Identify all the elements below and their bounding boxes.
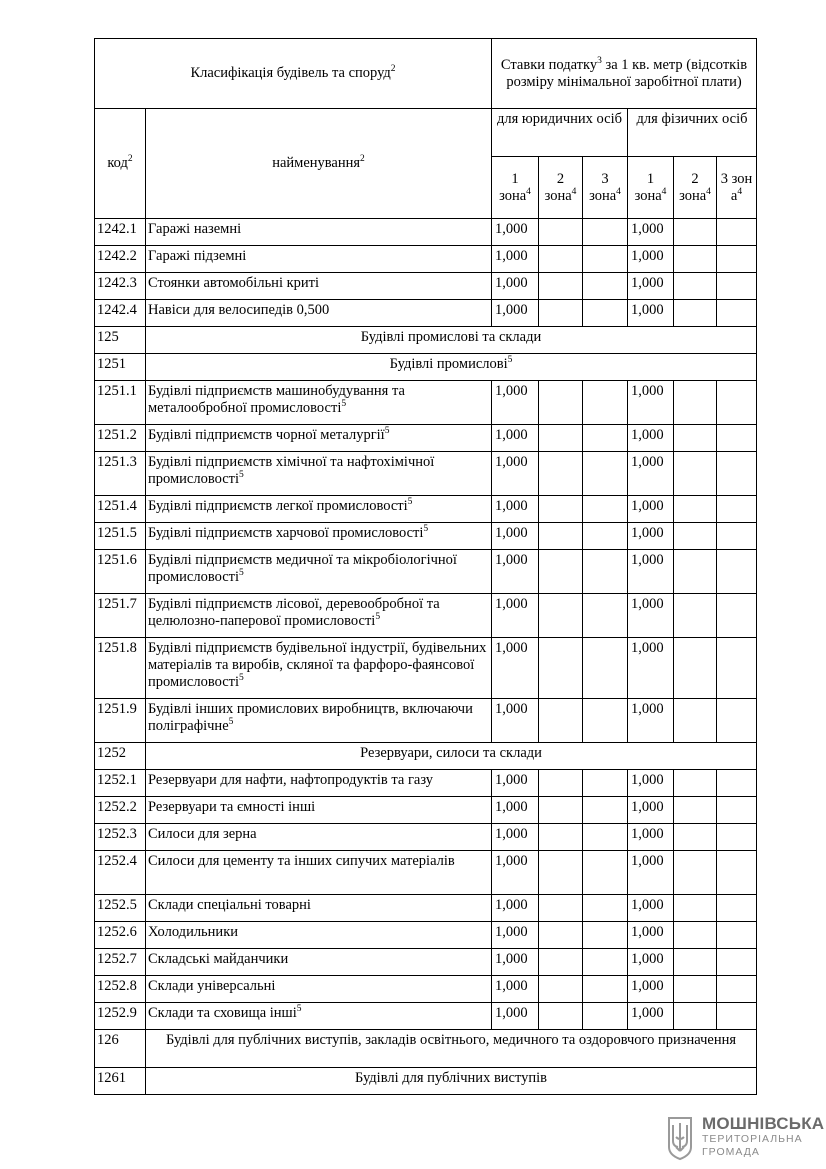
row-name — [146, 300, 492, 327]
legal-zone-1-value: 1,000 — [492, 425, 539, 452]
legal-zone-2-value — [539, 381, 583, 425]
legal-zone-3-value — [583, 851, 628, 895]
footnote-mark: 5 — [341, 399, 347, 410]
individual-zone-2-value — [674, 851, 717, 895]
row-name-text: Будівлі для публічних виступів, закладів освітнього, медичного та оздоровчого призначення — [165, 1032, 737, 1048]
section-title — [146, 327, 757, 354]
individual-zone-1-value: 1,000 — [628, 273, 674, 300]
individual-zone-2-value — [674, 922, 717, 949]
table-row — [95, 550, 757, 594]
row-name-text: Будівлі підприємств машинобудування та металообробної промисловості — [148, 383, 405, 416]
individual-zone-3-value — [717, 246, 757, 273]
legal-zone-1-value: 1,000 — [492, 770, 539, 797]
row-name-text: Складські майданчики — [148, 951, 289, 967]
row-name-text: Будівлі промислові — [389, 356, 508, 372]
row-name — [146, 797, 492, 824]
classification-header: Класифікація будівель та споруд$^2$ — [95, 39, 492, 109]
individual-zone-2-value — [674, 273, 717, 300]
row-name-text: Гаражі підземні — [148, 248, 247, 264]
row-name — [146, 452, 492, 496]
row-name — [146, 273, 492, 300]
row-code: 1251.8 — [95, 638, 146, 699]
individual-zone-2-value — [674, 895, 717, 922]
individual-zone-3-value — [717, 1003, 757, 1030]
row-name-text: Холодильники — [148, 924, 238, 940]
community-logo — [666, 1112, 825, 1164]
footnote-mark: 5 — [423, 524, 429, 535]
row-name — [146, 594, 492, 638]
row-name — [146, 523, 492, 550]
individual-zone-1-value: 1,000 — [628, 922, 674, 949]
individual-zone-2-value — [674, 550, 717, 594]
row-name — [146, 638, 492, 699]
legal-zone-2-value — [539, 770, 583, 797]
legal-zone-1-value: 1,000 — [492, 273, 539, 300]
legal-zone-3-value — [583, 976, 628, 1003]
row-code: 1252 — [95, 743, 146, 770]
legal-entities-header: для юридичних осіб — [492, 109, 628, 157]
individual-zone-2-value — [674, 824, 717, 851]
individual-zone-3-value — [717, 949, 757, 976]
individual-zone-2-value — [674, 594, 717, 638]
row-name — [146, 425, 492, 452]
row-name — [146, 922, 492, 949]
table-row — [95, 1003, 757, 1030]
footnote-mark: 5 — [507, 355, 513, 366]
header-row-top — [95, 39, 757, 109]
individual-zone-2-value — [674, 797, 717, 824]
row-name — [146, 496, 492, 523]
legal-zone-1-value: 1,000 — [492, 246, 539, 273]
table-row — [95, 770, 757, 797]
legal-zone-3-value — [583, 699, 628, 743]
legal-zone-3-value — [583, 824, 628, 851]
individual-zone-1-value: 1,000 — [628, 425, 674, 452]
legal-zone-2-value — [539, 797, 583, 824]
legal-zone-1-value: 1,000 — [492, 824, 539, 851]
legal-zone-1-value: 1,000 — [492, 219, 539, 246]
legal-zone-2-value — [539, 219, 583, 246]
individual-zone-2-value — [674, 381, 717, 425]
row-name-text: Стоянки автомобільні криті — [148, 275, 320, 291]
individual-zone-1-value: 1,000 — [628, 949, 674, 976]
row-code: 1251.4 — [95, 496, 146, 523]
row-name-text: Резервуари для нафти, нафтопродуктів та газу — [148, 772, 434, 788]
legal-zone-1-value: 1,000 — [492, 976, 539, 1003]
legal-zone-1-value: 1,000 — [492, 1003, 539, 1030]
row-name-text: Будівлі підприємств медичної та мікробіологічної промисловості — [148, 552, 457, 585]
legal-zone-1-value: 1,000 — [492, 550, 539, 594]
legal-zone-3-value — [583, 219, 628, 246]
row-code: 1252.1 — [95, 770, 146, 797]
table-row — [95, 824, 757, 851]
row-code: 1252.8 — [95, 976, 146, 1003]
header-row-groups — [95, 109, 757, 157]
row-name — [146, 699, 492, 743]
individual-zone-1-value: 1,000 — [628, 797, 674, 824]
legal-zone-1-value: 1,000 — [492, 949, 539, 976]
row-code: 1242.1 — [95, 219, 146, 246]
tax-rates-table — [94, 38, 757, 1095]
table-row — [95, 219, 757, 246]
legal-zone-3-value — [583, 452, 628, 496]
row-name-text: Будівлі для публічних виступів — [355, 1070, 548, 1086]
individual-zone-1-value: 1,000 — [628, 638, 674, 699]
table-row — [95, 949, 757, 976]
legal-zone-3-value — [583, 922, 628, 949]
legal-zone-1-value: 1,000 — [492, 381, 539, 425]
individual-zone-3-value — [717, 300, 757, 327]
logo-subtitle-2: ГРОМАДА — [702, 1146, 760, 1158]
individual-zone-3-value — [717, 851, 757, 895]
row-name-text: Силоси для цементу та інших сипучих матеріалів — [148, 853, 455, 869]
individual-zone-3-value — [717, 452, 757, 496]
individual-zone-3-value — [717, 922, 757, 949]
individual-zone-3-value — [717, 594, 757, 638]
row-code: 1251.7 — [95, 594, 146, 638]
individual-zone-2-value — [674, 976, 717, 1003]
table-row — [95, 452, 757, 496]
row-name-text: Будівлі підприємств лісової, деревообробної та целюлозно-паперової промисловості — [148, 596, 440, 629]
table-row — [95, 381, 757, 425]
legal-zone-2-header: 2 зона$^4$ — [539, 157, 583, 219]
row-code: 1252.4 — [95, 851, 146, 895]
row-name — [146, 895, 492, 922]
individual-zone-1-value: 1,000 — [628, 300, 674, 327]
table-row — [95, 699, 757, 743]
individual-zone-1-value: 1,000 — [628, 219, 674, 246]
row-name-text: Будівлі підприємств харчової промисловості — [148, 525, 424, 541]
legal-zone-2-value — [539, 550, 583, 594]
legal-zone-1-value: 1,000 — [492, 452, 539, 496]
footnote-mark: 5 — [239, 568, 244, 579]
row-code: 1251.3 — [95, 452, 146, 496]
table-row — [95, 895, 757, 922]
row-name — [146, 770, 492, 797]
row-name — [146, 824, 492, 851]
row-code: 1252.2 — [95, 797, 146, 824]
individual-zone-2-value — [674, 452, 717, 496]
row-name-text: Резервуари та ємності інші — [148, 799, 316, 815]
legal-zone-2-value — [539, 976, 583, 1003]
individual-zone-2-value — [674, 949, 717, 976]
legal-zone-1-header: 1 зона$^4$ — [492, 157, 539, 219]
footnote-mark: 5 — [296, 1004, 302, 1015]
legal-zone-3-value — [583, 246, 628, 273]
legal-zone-1-value: 1,000 — [492, 523, 539, 550]
legal-zone-2-value — [539, 246, 583, 273]
row-name-text: Склади спеціальні товарні — [148, 897, 311, 913]
footnote-mark: 5 — [239, 470, 244, 481]
table-row — [95, 496, 757, 523]
table-row — [95, 922, 757, 949]
individual-zone-1-value: 1,000 — [628, 381, 674, 425]
legal-zone-1-value: 1,000 — [492, 496, 539, 523]
footnote-mark: 5 — [228, 717, 234, 728]
legal-zone-3-value — [583, 523, 628, 550]
logo-subtitle-1: ТЕРИТОРІАЛЬНА — [702, 1133, 803, 1145]
footnote-mark: 5 — [407, 497, 413, 508]
row-code: 1251.6 — [95, 550, 146, 594]
row-code: 1261 — [95, 1068, 146, 1095]
legal-zone-1-value: 1,000 — [492, 851, 539, 895]
legal-zone-1-value: 1,000 — [492, 699, 539, 743]
individual-zone-1-value: 1,000 — [628, 851, 674, 895]
row-name-text: Резервуари, силоси та склади — [360, 745, 542, 761]
row-name-text: Будівлі підприємств легкої промисловості — [148, 498, 408, 514]
table-row — [95, 300, 757, 327]
legal-zone-3-value — [583, 797, 628, 824]
legal-zone-2-value — [539, 452, 583, 496]
individual-zone-3-value — [717, 425, 757, 452]
table-row — [95, 246, 757, 273]
row-code: 126 — [95, 1030, 146, 1068]
footnote-mark: 5 — [239, 673, 244, 684]
section-row — [95, 1068, 757, 1095]
table-row — [95, 797, 757, 824]
individual-zone-2-value — [674, 638, 717, 699]
footnote-mark: 5 — [384, 426, 390, 437]
individuals-header: для фізичних осіб — [628, 109, 757, 157]
individual-zone-1-value: 1,000 — [628, 594, 674, 638]
individual-zone-2-header: 2 зона$^4$ — [674, 157, 717, 219]
individual-zone-3-value — [717, 638, 757, 699]
table-row — [95, 425, 757, 452]
row-code: 1251 — [95, 354, 146, 381]
section-title — [146, 743, 757, 770]
section-row — [95, 1030, 757, 1068]
legal-zone-2-value — [539, 1003, 583, 1030]
legal-zone-2-value — [539, 922, 583, 949]
section-row — [95, 354, 757, 381]
individual-zone-1-value: 1,000 — [628, 523, 674, 550]
individual-zone-3-value — [717, 219, 757, 246]
row-code: 1252.5 — [95, 895, 146, 922]
individual-zone-1-value: 1,000 — [628, 770, 674, 797]
logo-title: МОШНІВСЬКА — [702, 1114, 825, 1133]
row-code: 1251.2 — [95, 425, 146, 452]
table-row — [95, 594, 757, 638]
legal-zone-2-value — [539, 638, 583, 699]
individual-zone-1-value: 1,000 — [628, 1003, 674, 1030]
legal-zone-3-value — [583, 496, 628, 523]
section-title — [146, 1068, 757, 1095]
legal-zone-2-value — [539, 824, 583, 851]
row-name — [146, 1003, 492, 1030]
individual-zone-3-value — [717, 770, 757, 797]
individual-zone-1-value: 1,000 — [628, 496, 674, 523]
row-name — [146, 550, 492, 594]
legal-zone-3-value — [583, 300, 628, 327]
row-name-text: Будівлі підприємств чорної металургії — [148, 427, 385, 443]
legal-zone-3-value — [583, 425, 628, 452]
row-name-text: Силоси для зерна — [148, 826, 257, 842]
row-name-text: Будівлі підприємств будівельної індустрії, будівельних матеріалів та виробів, скляної та фарфоро-фаянсової промисловості — [148, 640, 487, 690]
legal-zone-3-header: 3 зона$^4$ — [583, 157, 628, 219]
individual-zone-2-value — [674, 246, 717, 273]
table-row — [95, 523, 757, 550]
row-name — [146, 219, 492, 246]
individual-zone-3-value — [717, 699, 757, 743]
table-row — [95, 638, 757, 699]
row-name — [146, 851, 492, 895]
legal-zone-1-value: 1,000 — [492, 300, 539, 327]
row-name — [146, 246, 492, 273]
row-code: 1252.7 — [95, 949, 146, 976]
name-header: найменування$^2$ — [146, 109, 492, 219]
legal-zone-3-value — [583, 949, 628, 976]
legal-zone-2-value — [539, 699, 583, 743]
legal-zone-1-value: 1,000 — [492, 797, 539, 824]
section-row — [95, 327, 757, 354]
table-row — [95, 273, 757, 300]
individual-zone-1-value: 1,000 — [628, 452, 674, 496]
row-name-text: Навіси для велосипедів 0,500 — [148, 302, 330, 318]
row-name — [146, 949, 492, 976]
individual-zone-2-value — [674, 219, 717, 246]
row-code: 1252.9 — [95, 1003, 146, 1030]
individual-zone-2-value — [674, 300, 717, 327]
legal-zone-2-value — [539, 895, 583, 922]
row-code: 1251.9 — [95, 699, 146, 743]
footnote-mark: 5 — [375, 612, 381, 623]
individual-zone-1-value: 1,000 — [628, 699, 674, 743]
individual-zone-3-value — [717, 550, 757, 594]
table-row — [95, 851, 757, 895]
legal-zone-2-value — [539, 425, 583, 452]
table-body — [95, 219, 757, 1095]
individual-zone-1-value: 1,000 — [628, 976, 674, 1003]
individual-zone-3-value — [717, 824, 757, 851]
section-row — [95, 743, 757, 770]
individual-zone-3-value — [717, 976, 757, 1003]
row-name — [146, 976, 492, 1003]
individual-zone-3-header: 3 зон $а^4$ — [717, 157, 757, 219]
row-name-text: Будівлі промислові та склади — [360, 329, 542, 345]
individual-zone-3-value — [717, 523, 757, 550]
table-row — [95, 976, 757, 1003]
row-code: 1252.3 — [95, 824, 146, 851]
individual-zone-3-value — [717, 273, 757, 300]
legal-zone-1-value: 1,000 — [492, 638, 539, 699]
legal-zone-3-value — [583, 273, 628, 300]
individual-zone-1-value: 1,000 — [628, 895, 674, 922]
legal-zone-3-value — [583, 1003, 628, 1030]
individual-zone-2-value — [674, 496, 717, 523]
row-code: 1242.3 — [95, 273, 146, 300]
rates-header: Ставки податку$^3$ за 1 кв. метр (відсотків розміру мінімальної заробітної плати) — [492, 39, 757, 109]
legal-zone-2-value — [539, 594, 583, 638]
legal-zone-3-value — [583, 594, 628, 638]
legal-zone-2-value — [539, 300, 583, 327]
row-name-text: Склади та сховища інші — [148, 1005, 297, 1021]
legal-zone-2-value — [539, 523, 583, 550]
legal-zone-3-value — [583, 770, 628, 797]
legal-zone-3-value — [583, 895, 628, 922]
legal-zone-3-value — [583, 550, 628, 594]
legal-zone-2-value — [539, 851, 583, 895]
legal-zone-1-value: 1,000 — [492, 594, 539, 638]
row-name-text: Будівлі інших промислових виробництв, включаючи поліграфічне — [148, 701, 473, 734]
individual-zone-1-value: 1,000 — [628, 246, 674, 273]
individual-zone-2-value — [674, 770, 717, 797]
row-name-text: Будівлі підприємств хімічної та нафтохімічної промисловості — [148, 454, 435, 487]
row-code: 1242.2 — [95, 246, 146, 273]
individual-zone-1-value: 1,000 — [628, 550, 674, 594]
trident-icon — [666, 1115, 694, 1161]
code-header: код$^2$ — [95, 109, 146, 219]
section-title — [146, 1030, 757, 1068]
individual-zone-2-value — [674, 523, 717, 550]
row-name-text: Гаражі наземні — [148, 221, 242, 237]
individual-zone-3-value — [717, 496, 757, 523]
individual-zone-2-value — [674, 425, 717, 452]
row-code: 125 — [95, 327, 146, 354]
legal-zone-3-value — [583, 381, 628, 425]
individual-zone-3-value — [717, 797, 757, 824]
individual-zone-3-value — [717, 895, 757, 922]
individual-zone-3-value — [717, 381, 757, 425]
row-name — [146, 381, 492, 425]
row-name-text: Склади універсальні — [148, 978, 276, 994]
legal-zone-3-value — [583, 638, 628, 699]
row-code: 1251.1 — [95, 381, 146, 425]
individual-zone-2-value — [674, 699, 717, 743]
legal-zone-2-value — [539, 496, 583, 523]
legal-zone-1-value: 1,000 — [492, 922, 539, 949]
section-title — [146, 354, 757, 381]
row-code: 1252.6 — [95, 922, 146, 949]
individual-zone-1-header: 1 зона$^4$ — [628, 157, 674, 219]
individual-zone-2-value — [674, 1003, 717, 1030]
row-code: 1251.5 — [95, 523, 146, 550]
legal-zone-1-value: 1,000 — [492, 895, 539, 922]
individual-zone-1-value: 1,000 — [628, 824, 674, 851]
legal-zone-2-value — [539, 273, 583, 300]
legal-zone-2-value — [539, 949, 583, 976]
row-code: 1242.4 — [95, 300, 146, 327]
